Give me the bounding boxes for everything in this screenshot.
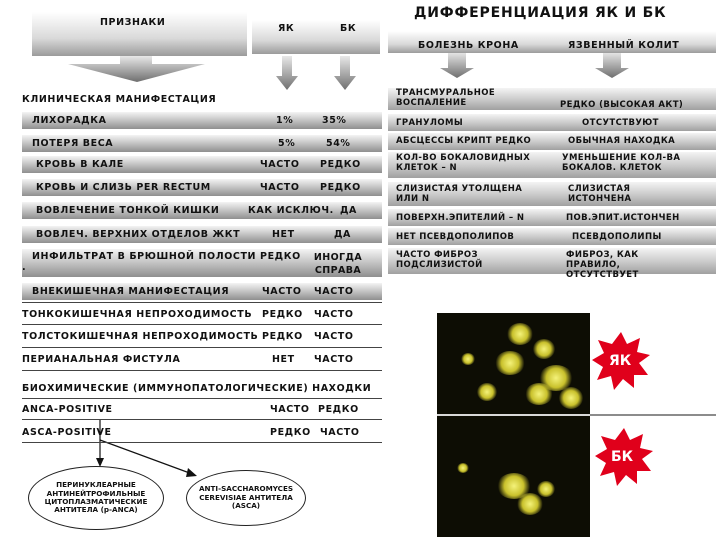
morph-row-crohn: НЕТ ПСЕВДОПОЛИПОВ xyxy=(396,232,515,242)
morph-row-crohn: СЛИЗИСТАЯ УТОЛЩЕНА ИЛИ N xyxy=(396,184,523,204)
bk-badge-label: БК xyxy=(611,449,634,465)
biochem-row-bk: РЕДКО xyxy=(318,404,359,415)
biochem-row-yak: ЧАСТО xyxy=(270,404,310,415)
clinical-row-bk: 54% xyxy=(326,138,351,149)
panca-oval xyxy=(28,466,164,530)
morph-row-crohn: ПОВЕРХН.ЭПИТЕЛИЙ – N xyxy=(396,213,525,223)
arrow-down-icon xyxy=(595,52,629,78)
uc-column-header: ЯЗВЕННЫЙ КОЛИТ xyxy=(568,40,680,51)
morph-row-uc: ПОВ.ЭПИТ.ИСТОНЧЕН xyxy=(566,213,680,223)
clinical-section-header: КЛИНИЧЕСКАЯ МАНИФЕСТАЦИЯ xyxy=(22,94,217,105)
arrow-down-icon xyxy=(440,52,474,78)
clinical-row-yak: РЕДКО xyxy=(262,331,303,342)
clinical-row-label: ТОЛСТОКИШЕЧНАЯ НЕПРОХОДИМОСТЬ xyxy=(22,331,259,342)
morph-row-uc: ОБЫЧНАЯ НАХОДКА xyxy=(568,136,676,146)
divider xyxy=(22,419,382,420)
divider xyxy=(22,370,382,371)
clinical-row-yak: ЧАСТО xyxy=(260,182,300,193)
clinical-row-label: ТОНКОКИШЕЧНАЯ НЕПРОХОДИМОСТЬ xyxy=(22,309,253,320)
arrow-down-icon xyxy=(334,56,356,90)
page-title: ДИФФЕРЕНЦИАЦИЯ ЯК И БК xyxy=(414,5,667,21)
morph-row-crohn: ТРАНСМУРАЛЬНОЕ ВОСПАЛЕНИЕ xyxy=(396,88,496,108)
morph-row-uc: РЕДКО (ВЫСОКАЯ АКТ) xyxy=(560,100,684,110)
clinical-row-label: КРОВЬ И СЛИЗЬ PER RECTUM xyxy=(36,182,211,193)
clinical-row-bk: РЕДКО xyxy=(320,182,361,193)
morph-row-crohn: ГРАНУЛОМЫ xyxy=(396,118,464,128)
asca-text: ANTI-SACCHAROMYCES CEREVISIAE АНТИТЕЛА (ASCA) xyxy=(198,484,294,511)
clinical-row-label: ВОВЛЕЧ. ВЕРХНИХ ОТДЕЛОВ ЖКТ xyxy=(36,229,241,240)
clinical-row-label: ВОВЛЕЧЕНИЕ ТОНКОЙ КИШКИ xyxy=(36,205,220,216)
clinical-row-label: ПЕРИАНАЛЬНАЯ ФИСТУЛА xyxy=(22,354,181,365)
divider xyxy=(22,398,382,399)
clinical-row-bk: 35% xyxy=(322,115,347,126)
yak-column-header: ЯК xyxy=(278,23,295,34)
clinical-row-bk: ЧАСТО xyxy=(314,331,354,342)
crohn-column-header: БОЛЕЗНЬ КРОНА xyxy=(418,40,519,51)
morph-row-uc: ОТСУТСТВУЮТ xyxy=(582,118,659,128)
clinical-row-bk: РЕДКО xyxy=(320,159,361,170)
asca-oval xyxy=(186,470,306,526)
clinical-row-yak: 5% xyxy=(278,138,296,149)
clinical-row-label: ПОТЕРЯ ВЕСА xyxy=(32,138,114,149)
bullet-dot: . xyxy=(22,262,27,273)
signs-header: ПРИЗНАКИ xyxy=(100,17,166,28)
clinical-row-yak: НЕТ xyxy=(272,354,295,365)
micrograph-image xyxy=(437,313,590,537)
morph-row-crohn: ЧАСТО ФИБРОЗ ПОДСЛИЗИСТОЙ xyxy=(396,250,483,270)
clinical-row-label: ЛИХОРАДКА xyxy=(32,115,107,126)
clinical-row-label: ВНЕКИШЕЧНАЯ МАНИФЕСТАЦИЯ xyxy=(32,286,230,297)
clinical-row-yak: РЕДКО xyxy=(262,309,303,320)
morph-row-uc: ПСЕВДОПОЛИПЫ xyxy=(572,232,662,242)
clinical-row-bk: ИНОГДА СПРАВА xyxy=(313,252,363,276)
clinical-row-bk: ЧАСТО xyxy=(314,286,354,297)
biochem-row-label: ANCA-POSITIVE xyxy=(22,404,113,415)
biochem-section-header: БИОХИМИЧЕСКИЕ (ИММУНОПАТОЛОГИЧЕСКИЕ) НАХОДКИ xyxy=(22,383,372,394)
clinical-row-bk: ДА xyxy=(334,229,352,240)
biochem-row-yak: РЕДКО xyxy=(270,427,311,438)
biochem-row-bk: ЧАСТО xyxy=(320,427,360,438)
morph-row-crohn: АБСЦЕССЫ КРИПТ РЕДКО xyxy=(396,136,532,146)
divider xyxy=(22,442,382,443)
arrow-down-icon xyxy=(68,56,205,82)
clinical-row-label: ИНФИЛЬТРАТ В БРЮШНОЙ ПОЛОСТИ xyxy=(32,251,257,262)
divider xyxy=(22,347,382,348)
divider xyxy=(22,324,382,325)
clinical-row-bk: ДА xyxy=(340,205,358,216)
biochem-row-label: ASCA-POSITIVE xyxy=(22,427,112,438)
panca-text: ПЕРИНУКЛЕАРНЫЕ АНТИНЕЙТРОФИЛЬНЫЕ ЦИТОПЛАЗМАТИЧЕСКИЕ АНТИТЕЛА (p-ANCA) xyxy=(44,480,148,515)
morph-row-uc: УМЕНЬШЕНИЕ КОЛ-ВА БОКАЛОВ. КЛЕТОК xyxy=(562,153,681,173)
arrow-down-icon xyxy=(276,56,298,90)
clinical-row-yak: ЧАСТО xyxy=(260,159,300,170)
clinical-row-yak: НЕТ xyxy=(272,229,295,240)
divider xyxy=(22,302,382,303)
divider xyxy=(590,414,716,416)
morph-row-uc: ФИБРОЗ, КАК ПРАВИЛО, ОТСУТСТВУЕТ xyxy=(566,250,639,280)
clinical-row-yak: 1% xyxy=(276,115,294,126)
yak-badge-label: ЯК xyxy=(609,353,632,369)
clinical-row-bk: ЧАСТО xyxy=(314,354,354,365)
morph-row-crohn: КОЛ-ВО БОКАЛОВИДНЫХ КЛЕТОК – N xyxy=(396,153,531,173)
clinical-row-yak: КАК ИСКЛЮЧ. xyxy=(248,205,334,216)
clinical-row-bk: ЧАСТО xyxy=(314,309,354,320)
bk-column-header: БК xyxy=(340,23,357,34)
clinical-row-yak: РЕДКО xyxy=(260,251,301,262)
clinical-row-label: КРОВЬ В КАЛЕ xyxy=(36,159,124,170)
morph-row-uc: СЛИЗИСТАЯ ИСТОНЧЕНА xyxy=(568,184,632,204)
clinical-row-yak: ЧАСТО xyxy=(262,286,302,297)
